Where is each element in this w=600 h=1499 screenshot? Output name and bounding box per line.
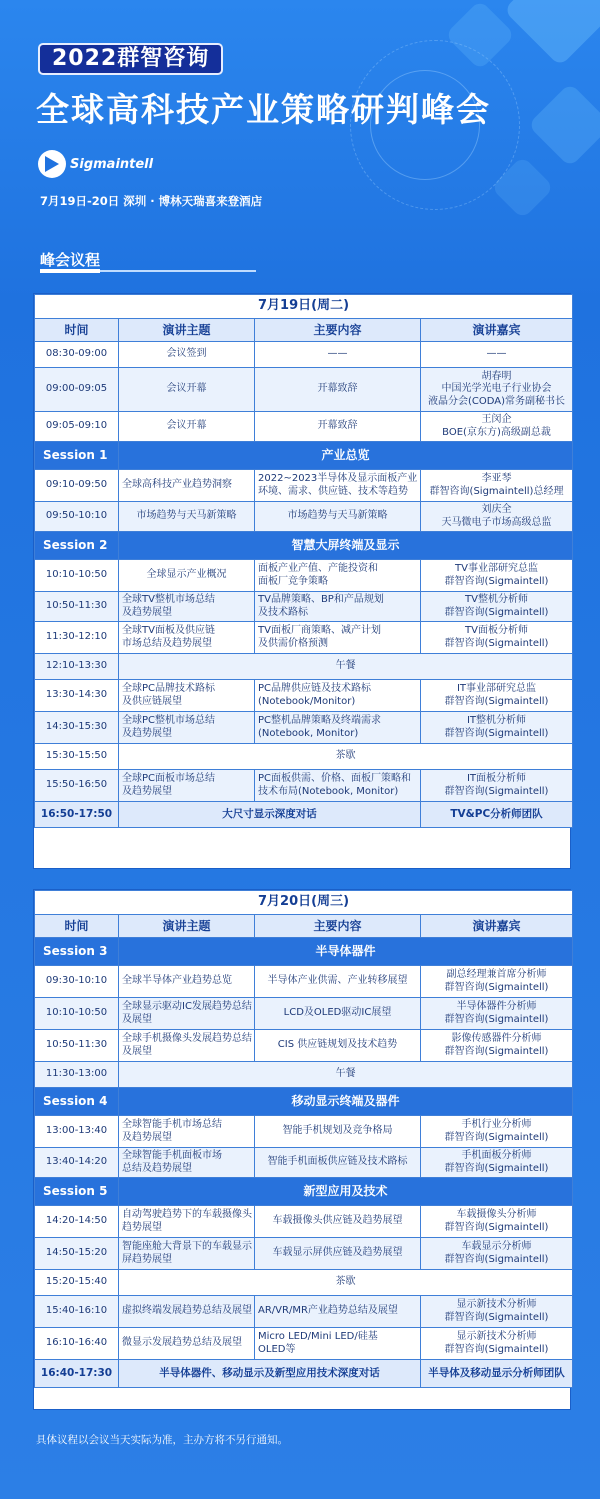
day-title: 7月19日(周二) (35, 295, 573, 319)
content-cell: 半导体产业供需、产业转移展望 (255, 966, 421, 998)
table-row (35, 622, 573, 654)
table-row (35, 966, 573, 998)
topic-cell: 全球PC整机市场总结 及趋势展望 (119, 712, 255, 744)
time-cell: 09:10-09:50 (35, 470, 119, 502)
speaker-cell: 车载显示分析师 群智咨询(Sigmaintell) (421, 1238, 573, 1270)
column-header: 演讲嘉宾 (421, 915, 573, 938)
table-row (35, 1206, 573, 1238)
topic-cell: 全球手机摄像头发展趋势总结及展望 (119, 1030, 255, 1062)
time-cell: 16:40-17:30 (35, 1360, 119, 1388)
time-cell: 13:00-13:40 (35, 1116, 119, 1148)
speaker-cell: TV&PC分析师团队 (421, 802, 573, 828)
section-title: 峰会议程 (40, 251, 101, 269)
speaker-cell: 显示新技术分析师 群智咨询(Sigmaintell) (421, 1328, 573, 1360)
agenda-day2-card (33, 889, 571, 1410)
agenda-day1-table (34, 294, 573, 828)
time-cell: 12:10-13:30 (35, 654, 119, 680)
topic-cell: 自动驾驶趋势下的车载摄像头趋势展望 (119, 1206, 255, 1238)
session-label: Session 4 (35, 1088, 119, 1116)
table-row (35, 1088, 573, 1116)
table-row (35, 998, 573, 1030)
topic-cell: 全球智能手机市场总结 及趋势展望 (119, 1116, 255, 1148)
speaker-cell: 车载摄像头分析师 群智咨询(Sigmaintell) (421, 1206, 573, 1238)
table-row (35, 1062, 573, 1088)
time-cell: 13:30-14:30 (35, 680, 119, 712)
time-cell: 08:30-09:00 (35, 342, 119, 368)
time-cell: 14:50-15:20 (35, 1238, 119, 1270)
table-row (35, 1148, 573, 1178)
speaker-cell: 半导体及移动显示分析师团队 (421, 1360, 573, 1388)
speaker-cell: 影像传感器件分析师 群智咨询(Sigmaintell) (421, 1030, 573, 1062)
time-cell: 10:50-11:30 (35, 1030, 119, 1062)
table-row (35, 1116, 573, 1148)
content-cell: PC品牌供应链及技术路标 (Notebook/Monitor) (255, 680, 421, 712)
table-row (35, 1270, 573, 1296)
table-row (35, 1296, 573, 1328)
time-cell: 10:10-10:50 (35, 560, 119, 592)
break-label: 茶歇 (119, 1270, 573, 1296)
agenda-day2-table (34, 890, 573, 1388)
time-cell: 13:40-14:20 (35, 1148, 119, 1178)
table-row (35, 1178, 573, 1206)
topic-cell: 全球TV面板及供应链 市场总结及趋势展望 (119, 622, 255, 654)
topic-cell: 全球显示产业概况 (119, 560, 255, 592)
table-row (35, 1360, 573, 1388)
time-cell: 09:30-10:10 (35, 966, 119, 998)
content-cell: LCD及OLED驱动IC展望 (255, 998, 421, 1030)
time-cell: 11:30-13:00 (35, 1062, 119, 1088)
speaker-cell: —— (421, 342, 573, 368)
speaker-cell: 王闵企 BOE(京东方)高级副总裁 (421, 412, 573, 442)
time-cell: 15:40-16:10 (35, 1296, 119, 1328)
content-cell: 智能手机规划及竞争格局 (255, 1116, 421, 1148)
speaker-cell: 胡春明 中国光学光电子行业协会 液晶分会(CODA)常务副秘书长 (421, 368, 573, 412)
brand-logo-icon (38, 150, 66, 178)
table-row (35, 502, 573, 532)
table-row (35, 592, 573, 622)
time-cell: 16:50-17:50 (35, 802, 119, 828)
event-tag: 2022群智咨询 (38, 43, 223, 75)
speaker-cell: 手机行业分析师 群智咨询(Sigmaintell) (421, 1116, 573, 1148)
footer-note: 具体议程以会议当天实际为准，主办方将不另行通知。 (36, 1434, 288, 1446)
break-label: 午餐 (119, 654, 573, 680)
content-cell: CIS 供应链规划及技术趋势 (255, 1030, 421, 1062)
topic-cell: 会议签到 (119, 342, 255, 368)
time-cell: 14:20-14:50 (35, 1206, 119, 1238)
column-header: 主要内容 (255, 915, 421, 938)
session-label: Session 1 (35, 442, 119, 470)
section-underline (40, 270, 256, 272)
event-date-venue: 7月19日-20日 深圳 · 博林天瑞喜来登酒店 (40, 194, 263, 208)
break-label: 茶歇 (119, 744, 573, 770)
time-cell: 09:00-09:05 (35, 368, 119, 412)
header (0, 0, 600, 300)
content-cell: AR/VR/MR产业趋势总结及展望 (255, 1296, 421, 1328)
table-row (35, 560, 573, 592)
time-cell: 14:30-15:30 (35, 712, 119, 744)
column-header: 时间 (35, 319, 119, 342)
speaker-cell: 李亚琴 群智咨询(Sigmaintell)总经理 (421, 470, 573, 502)
table-row (35, 802, 573, 828)
session-label: Session 2 (35, 532, 119, 560)
table-row (35, 1030, 573, 1062)
topic-cell: 全球PC品牌技术路标 及供应链展望 (119, 680, 255, 712)
speaker-cell: 半导体器件分析师 群智咨询(Sigmaintell) (421, 998, 573, 1030)
topic-cell: 全球智能手机面板市场 总结及趋势展望 (119, 1148, 255, 1178)
time-cell: 15:30-15:50 (35, 744, 119, 770)
speaker-cell: TV事业部研究总监 群智咨询(Sigmaintell) (421, 560, 573, 592)
session-label: Session 5 (35, 1178, 119, 1206)
table-row (35, 1238, 573, 1270)
column-header: 演讲主题 (119, 915, 255, 938)
content-cell: Micro LED/Mini LED/硅基 OLED等 (255, 1328, 421, 1360)
speaker-cell: IT整机分析师 群智咨询(Sigmaintell) (421, 712, 573, 744)
table-row (35, 654, 573, 680)
content-cell: 面板产业产值、产能投资和 面板厂竞争策略 (255, 560, 421, 592)
time-cell: 11:30-12:10 (35, 622, 119, 654)
time-cell: 09:05-09:10 (35, 412, 119, 442)
topic-cell: 全球高科技产业趋势洞察 (119, 470, 255, 502)
table-row (35, 442, 573, 470)
speaker-cell: 刘庆全 天马微电子市场高级总监 (421, 502, 573, 532)
speaker-cell: TV面板分析师 群智咨询(Sigmaintell) (421, 622, 573, 654)
session-title: 移动显示终端及器件 (119, 1088, 573, 1116)
column-header: 时间 (35, 915, 119, 938)
speaker-cell: IT事业部研究总监 群智咨询(Sigmaintell) (421, 680, 573, 712)
table-row (35, 770, 573, 802)
break-label: 午餐 (119, 1062, 573, 1088)
topic-cell: 微显示发展趋势总结及展望 (119, 1328, 255, 1360)
content-cell: 市场趋势与天马新策略 (255, 502, 421, 532)
table-row (35, 412, 573, 442)
content-cell: PC整机品牌策略及终端需求 (Notebook, Monitor) (255, 712, 421, 744)
content-cell: 智能手机面板供应链及技术路标 (255, 1148, 421, 1178)
session-label: Session 3 (35, 938, 119, 966)
brand-logo (38, 150, 153, 178)
content-cell: TV面板厂商策略、减产计划 及供需价格预测 (255, 622, 421, 654)
topic-cell: 会议开幕 (119, 412, 255, 442)
speaker-cell: 显示新技术分析师 群智咨询(Sigmaintell) (421, 1296, 573, 1328)
speaker-cell: 副总经理兼首席分析师 群智咨询(Sigmaintell) (421, 966, 573, 998)
content-cell: 2022~2023半导体及显示面板产业环境、需求、供应链、技术等趋势 (255, 470, 421, 502)
content-cell: 开幕致辞 (255, 368, 421, 412)
content-cell: —— (255, 342, 421, 368)
session-title: 智慧大屏终端及显示 (119, 532, 573, 560)
content-cell: 车载摄像头供应链及趋势展望 (255, 1206, 421, 1238)
table-row (35, 470, 573, 502)
time-cell: 15:20-15:40 (35, 1270, 119, 1296)
column-header: 主要内容 (255, 319, 421, 342)
content-cell: 车载显示屏供应链及趋势展望 (255, 1238, 421, 1270)
session-title: 半导体器件 (119, 938, 573, 966)
time-cell: 09:50-10:10 (35, 502, 119, 532)
topic-cell: 虚拟终端发展趋势总结及展望 (119, 1296, 255, 1328)
topic-cell: 全球半导体产业趋势总览 (119, 966, 255, 998)
speaker-cell: TV整机分析师 群智咨询(Sigmaintell) (421, 592, 573, 622)
table-row (35, 712, 573, 744)
topic-cell: 全球TV整机市场总结 及趋势展望 (119, 592, 255, 622)
content-cell: TV品牌策略、BP和产品规划 及技术路标 (255, 592, 421, 622)
day-title: 7月20日(周三) (35, 891, 573, 915)
topic-cell: 全球显示驱动IC发展趋势总结及展望 (119, 998, 255, 1030)
event-title: 全球高科技产业策略研判峰会 (36, 90, 491, 129)
speaker-cell: IT面板分析师 群智咨询(Sigmaintell) (421, 770, 573, 802)
table-row (35, 680, 573, 712)
table-row (35, 368, 573, 412)
topic-cell: 全球PC面板市场总结 及趋势展望 (119, 770, 255, 802)
speaker-cell: 手机面板分析师 群智咨询(Sigmaintell) (421, 1148, 573, 1178)
content-cell: 开幕致辞 (255, 412, 421, 442)
column-header: 演讲嘉宾 (421, 319, 573, 342)
content-cell: PC面板供需、价格、面板厂策略和技术布局(Notebook, Monitor) (255, 770, 421, 802)
time-cell: 10:50-11:30 (35, 592, 119, 622)
brand-name: Sigmaintell (70, 156, 154, 172)
panel-title: 大尺寸显示深度对话 (119, 802, 421, 828)
time-cell: 10:10-10:50 (35, 998, 119, 1030)
column-header: 演讲主题 (119, 319, 255, 342)
table-row (35, 744, 573, 770)
time-cell: 15:50-16:50 (35, 770, 119, 802)
topic-cell: 智能座舱大背景下的车载显示屏趋势展望 (119, 1238, 255, 1270)
table-row (35, 532, 573, 560)
session-title: 新型应用及技术 (119, 1178, 573, 1206)
table-row (35, 342, 573, 368)
topic-cell: 会议开幕 (119, 368, 255, 412)
table-row (35, 1328, 573, 1360)
panel-title: 半导体器件、移动显示及新型应用技术深度对话 (119, 1360, 421, 1388)
topic-cell: 市场趋势与天马新策略 (119, 502, 255, 532)
session-title: 产业总览 (119, 442, 573, 470)
time-cell: 16:10-16:40 (35, 1328, 119, 1360)
table-row (35, 938, 573, 966)
agenda-day1-card (33, 293, 571, 869)
